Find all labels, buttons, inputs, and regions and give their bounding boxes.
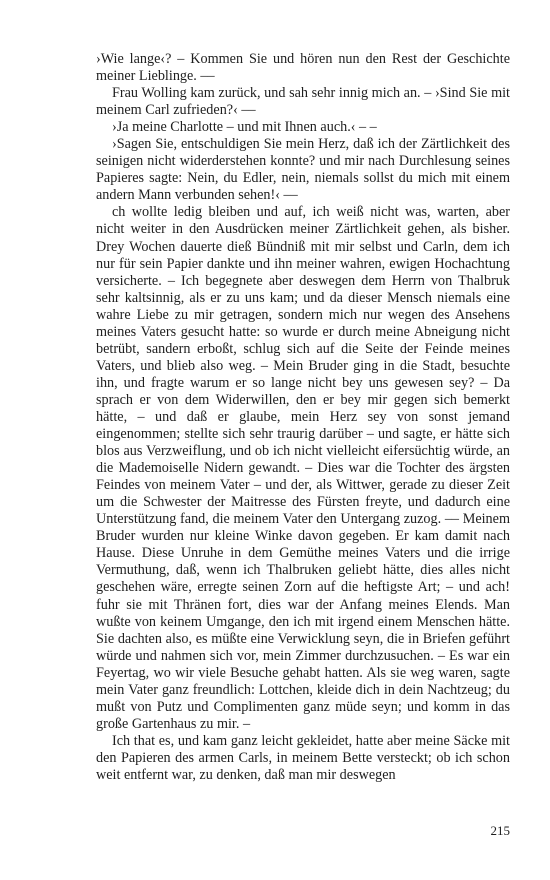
paragraph: ›Wie lange‹? – Kommen Sie und hören nun den Rest der Geschichte meiner Lieblinge. –– — [96, 51, 510, 85]
page-number: 215 — [490, 823, 510, 838]
paragraph: Frau Wolling kam zurück, und sah sehr innig mich an. – ›Sind Sie mit meinem Carl zufrieden?‹ –– — [96, 85, 510, 119]
paragraph: ch wollte ledig bleiben und auf, ich weiß nicht was, warten, aber nicht weiter in den Ausdrücken meiner Zärtlichkeit gehen, als bisher. Drey Wochen dauerte dieß Bündniß mit mir selbst und Carln, dem ich nur für sein Papier dankte und ihn meiner wahren, ewigen Hochachtung versicherte. – Ich begegnete aber deswegen dem Herrn von Thalbruk sehr kaltsinnig, als er zu uns kam; und da dieser Mensch niemals eine wahre Liebe zu mir getragen, sondern mich nur wegen des Ansehens meines Vaters gesucht hatte: so wurde er durch meine Abneigung nicht betrübt, sandern erboßt, schlug sich auf die Seite der Feinde meines Vaters, und blieb also weg. – Mein Bruder ging in die Stadt, besuchte ihn, und fragte warum er so lange nicht bey uns gewesen sey? – Da sprach er von dem Widerwillen, den er bey mir gegen sich bemerkt hätte, – und daß er glaube, mein Herz sey von sonst jemand eingenommen; stellte sich sehr traurig darüber – und sagte, er hätte sich blos aus Verzweiflung, und ob ich nicht vielleicht eifersüchtig würde, an die Mademoiselle Nidern gewandt. – Dies war die Tochter des ärgsten Feindes von meinem Vater – und der, als Wittwer, gerade zu dieser Zeit um die Schwester der Maitresse des Fürsten freyte, und dadurch eine Unterstützung fand, die meinem Vater den Untergang zuzog. –– Meinem Bruder wurden nur kleine Winke davon gegeben. Er kam damit nach Hause. Diese Unruhe in dem Gemüthe meines Vaters und die irrige Vermuthung, daß, wenn ich Thalbruken geliebt hätte, dies alles nicht geschehen wäre, erregte seinen Zorn auf die heftigste Art; – und ach! fuhr sie mit Thränen fort, dies war der Anfang meines Elends. Man wußte von keinem Umgange, den ich mit irgend einem Menschen hätte. Sie dachten also, es müßte eine Verwicklung seyn, die in Briefen geführt würde und nahmen sich vor, mein Zimmer durchzusuchen. – Es war ein Feyertag, wo wir viele Besuche gehabt hatten. Als sie weg waren, sagte mein Vater ganz freundlich: Lottchen, kleide dich in dein Nachtzeug; du mußt von Putz und Complimenten ganz müde seyn; und komm in das große Gartenhaus zu mir. – — [96, 204, 510, 732]
paragraph: ›Ja meine Charlotte – und mit Ihnen auch.‹ – – — [112, 119, 377, 136]
page-body — [96, 51, 510, 784]
paragraph: Ich that es, und kam ganz leicht gekleidet, hatte aber meine Säcke mit den Papieren des armen Carls, in meinem Bette versteckt; ob ich schon weit entfernt war, zu denken, daß man mir deswegen — [96, 732, 510, 783]
paragraph: ›Sagen Sie, entschuldigen Sie mein Herz, daß ich der Zärtlichkeit des seinigen nicht widerderstehen konnte? und mir nach Durchlesung seines Papieres sagte: Nein, du Edler, nein, niemals sollst du mich mit einem andern Mann verbunden sehen!‹ –– — [96, 136, 510, 204]
